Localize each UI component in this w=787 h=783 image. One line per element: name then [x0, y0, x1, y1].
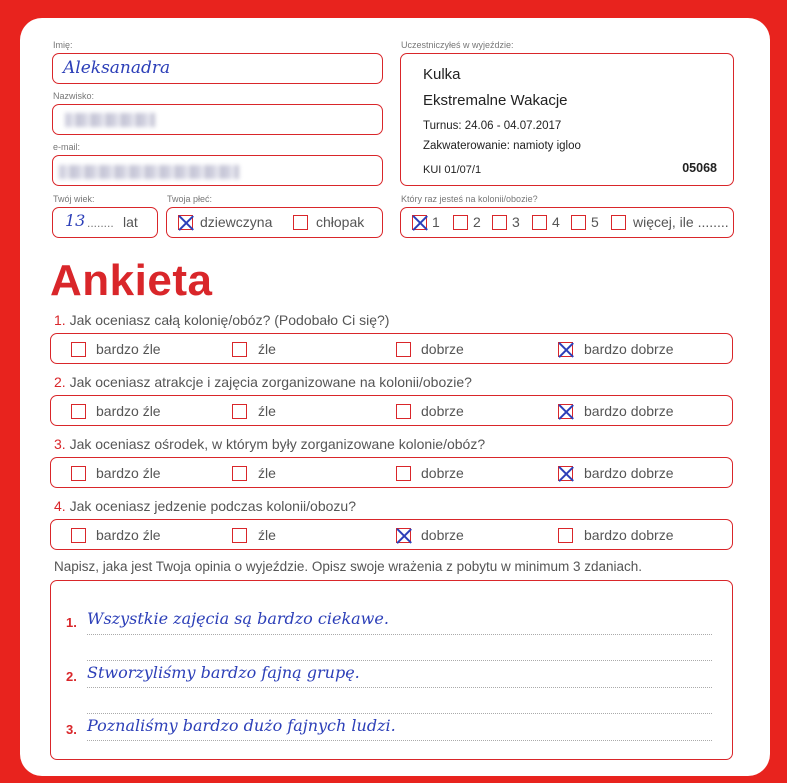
trip-info-box — [400, 53, 734, 186]
q4-checkbox-very-bad[interactable] — [71, 528, 86, 543]
opinion-2-number: 2. — [66, 669, 77, 684]
age-label: Twój wiek: — [53, 194, 95, 204]
trip-turnus: Turnus: 24.06 - 04.07.2017 — [423, 120, 562, 132]
times-label: Który raz jesteś na kolonii/obozie? — [401, 194, 538, 204]
times-checkbox-1[interactable] — [412, 215, 427, 230]
opinion-1-number: 1. — [66, 615, 77, 630]
q1-option-good: dobrze — [421, 341, 464, 357]
q1-checkbox-very-good[interactable] — [558, 342, 573, 357]
q2-option-very-bad: bardzo źle — [96, 403, 161, 419]
name-value: Aleksanadra — [63, 58, 171, 78]
trip-name-2: Ekstremalne Wakacje — [423, 92, 568, 109]
trip-name-1: Kulka — [423, 66, 461, 83]
opinion-line — [87, 713, 712, 714]
age-dots: ........ — [87, 216, 114, 230]
gender-field — [166, 207, 383, 238]
trip-accommodation: Zakwaterowanie: namioty igloo — [423, 140, 581, 152]
name-field[interactable] — [52, 53, 383, 84]
redacted-email — [59, 165, 239, 179]
q4-checkbox-bad[interactable] — [232, 528, 247, 543]
opinion-2-text: Stworzyliśmy bardzo fajną grupę. — [87, 663, 360, 682]
q1-checkbox-good[interactable] — [396, 342, 411, 357]
question-3-number: 3. — [54, 436, 66, 452]
answer-row-4 — [50, 519, 733, 550]
question-1-text: Jak oceniasz całą kolonię/obóz? (Podobało Ci się?) — [69, 312, 390, 328]
opinion-box[interactable] — [50, 580, 733, 760]
q2-option-very-good: bardzo dobrze — [584, 403, 674, 419]
question-1 — [54, 312, 389, 328]
q2-checkbox-very-good[interactable] — [558, 404, 573, 419]
q3-checkbox-very-bad[interactable] — [71, 466, 86, 481]
question-4-number: 4. — [54, 498, 66, 514]
times-option-4: 4 — [552, 214, 560, 230]
q4-checkbox-good[interactable] — [396, 528, 411, 543]
opinion-3-number: 3. — [66, 722, 77, 737]
q2-option-bad: źle — [258, 403, 276, 419]
opinion-line — [87, 687, 712, 688]
times-field — [400, 207, 734, 238]
q4-checkbox-very-good[interactable] — [558, 528, 573, 543]
answer-row-3 — [50, 457, 733, 488]
q4-option-very-bad: bardzo źle — [96, 527, 161, 543]
q2-checkbox-good[interactable] — [396, 404, 411, 419]
times-checkbox-more[interactable] — [611, 215, 626, 230]
q4-option-good: dobrze — [421, 527, 464, 543]
trip-code: KUI 01/07/1 — [423, 164, 482, 176]
survey-sheet — [20, 18, 770, 776]
q3-option-very-bad: bardzo źle — [96, 465, 161, 481]
times-option-5: 5 — [591, 214, 599, 230]
age-unit: lat — [123, 214, 138, 230]
times-checkbox-3[interactable] — [492, 215, 507, 230]
q3-option-good: dobrze — [421, 465, 464, 481]
opinion-line — [87, 740, 712, 741]
q3-option-very-good: bardzo dobrze — [584, 465, 674, 481]
question-3 — [54, 436, 485, 452]
times-checkbox-4[interactable] — [532, 215, 547, 230]
age-value: 13 — [65, 211, 86, 230]
gender-option-girl: dziewczyna — [200, 214, 273, 230]
times-option-1: 1 — [432, 214, 440, 230]
answer-row-2 — [50, 395, 733, 426]
q2-option-good: dobrze — [421, 403, 464, 419]
opinion-1-text: Wszystkie zajęcia są bardzo ciekawe. — [87, 609, 389, 628]
trip-label: Uczestniczyłeś w wyjeździe: — [401, 40, 514, 50]
gender-checkbox-girl[interactable] — [178, 215, 193, 230]
q1-option-bad: źle — [258, 341, 276, 357]
q2-checkbox-very-bad[interactable] — [71, 404, 86, 419]
redacted-surname — [65, 113, 155, 127]
trip-number: 05068 — [682, 161, 717, 175]
q2-checkbox-bad[interactable] — [232, 404, 247, 419]
question-1-number: 1. — [54, 312, 66, 328]
opinion-prompt: Napisz, jaka jest Twoja opinia o wyjeździe. Opisz swoje wrażenia z pobytu w minimum 3 zdaniach. — [54, 559, 643, 574]
times-option-more: więcej, ile ........ — [633, 214, 729, 230]
email-field[interactable] — [52, 155, 383, 186]
q1-option-very-bad: bardzo źle — [96, 341, 161, 357]
times-checkbox-5[interactable] — [571, 215, 586, 230]
gender-checkbox-boy[interactable] — [293, 215, 308, 230]
survey-title: Ankieta — [50, 256, 213, 305]
question-2 — [54, 374, 472, 390]
opinion-3-text: Poznaliśmy bardzo dużo fajnych ludzi. — [87, 716, 396, 735]
q1-option-very-good: bardzo dobrze — [584, 341, 674, 357]
age-field[interactable] — [52, 207, 158, 238]
question-2-number: 2. — [54, 374, 66, 390]
q3-checkbox-good[interactable] — [396, 466, 411, 481]
q4-option-bad: źle — [258, 527, 276, 543]
question-4-text: Jak oceniasz jedzenie podczas kolonii/obozu? — [69, 498, 356, 514]
email-label: e-mail: — [53, 142, 81, 152]
q3-checkbox-very-good[interactable] — [558, 466, 573, 481]
gender-label: Twoja płeć: — [167, 194, 213, 204]
question-4 — [54, 498, 356, 514]
surname-field[interactable] — [52, 104, 383, 135]
times-option-3: 3 — [512, 214, 520, 230]
surname-label: Nazwisko: — [53, 91, 95, 101]
q3-checkbox-bad[interactable] — [232, 466, 247, 481]
answer-row-1 — [50, 333, 733, 364]
gender-option-boy: chłopak — [316, 214, 365, 230]
q4-option-very-good: bardzo dobrze — [584, 527, 674, 543]
times-option-2: 2 — [473, 214, 481, 230]
question-3-text: Jak oceniasz ośrodek, w którym były zorganizowane kolonie/obóz? — [69, 436, 486, 452]
opinion-line — [87, 660, 712, 661]
q1-checkbox-very-bad[interactable] — [71, 342, 86, 357]
q1-checkbox-bad[interactable] — [232, 342, 247, 357]
times-checkbox-2[interactable] — [453, 215, 468, 230]
name-label: Imię: — [53, 40, 73, 50]
q3-option-bad: źle — [258, 465, 276, 481]
question-2-text: Jak oceniasz atrakcje i zajęcia zorganizowane na kolonii/obozie? — [69, 374, 472, 390]
opinion-line — [87, 634, 712, 635]
